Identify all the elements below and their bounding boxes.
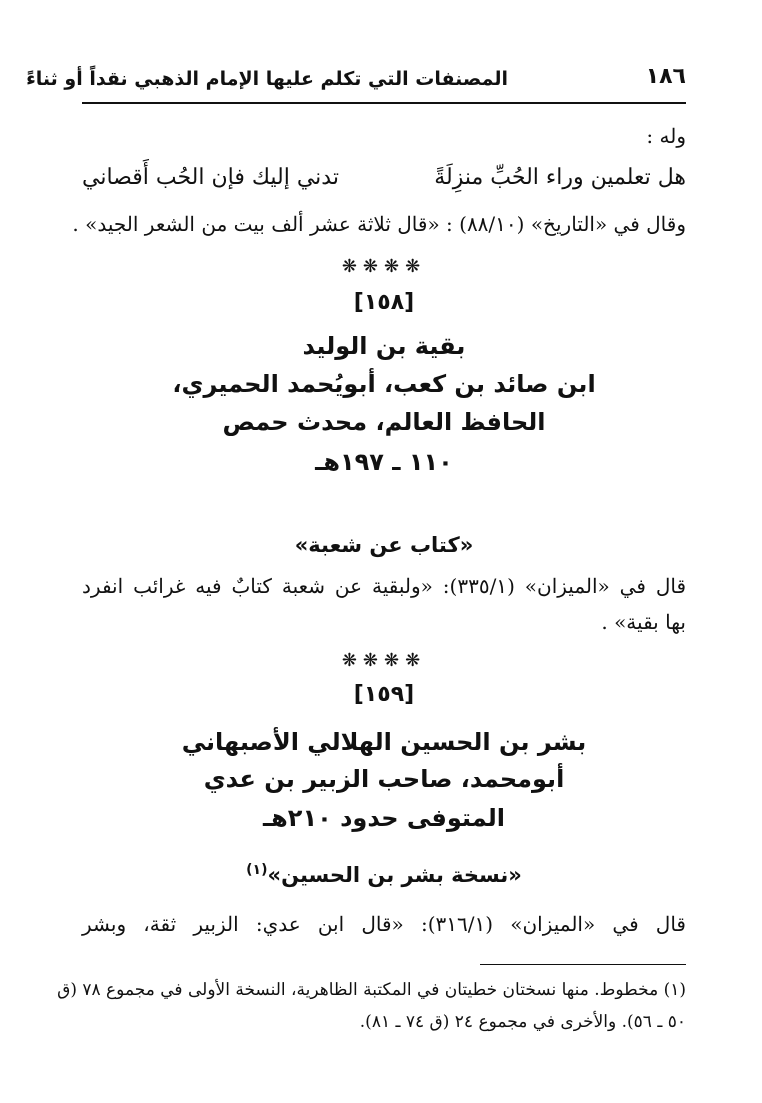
entry-158-name: بقية بن الوليد (302, 332, 466, 360)
entry-159-kunya: أبومحمد، صاحب الزبير بن عدي (203, 765, 565, 793)
poem-verse (82, 165, 686, 201)
poem-second-hemistich: تدني إليك فإن الحُب أَقصاني (82, 165, 339, 190)
entry-158-number: [١٥٨] (353, 290, 415, 315)
entry-159-book-title-line (82, 862, 686, 887)
entry-158-quote-line-1: قال في «الميزان» (٣٣٥/١): «ولبقية عن شعبة كتابٌ فيه غرائب انفرد (82, 574, 686, 598)
entry-158-book-title: «كتاب عن شعبة» (294, 533, 474, 557)
entry-159-name: بشر بن الحسين الهلالي الأصبهاني (181, 728, 587, 756)
entry-158-description: الحافظ العالم، محدث حمص (222, 408, 546, 436)
section-separator-2: ❋❋❋❋ (341, 650, 427, 671)
entry-158-lineage: ابن صائد بن كعب، أبويُحمد الحميري، (172, 370, 596, 398)
entry-159-number: [١٥٩] (353, 682, 415, 707)
footnote-marker[interactable]: (١) (246, 862, 268, 878)
page-header (26, 62, 686, 104)
entry-158-quote-line-2: بها بقية» . (601, 610, 686, 634)
running-title: المصنفات التي تكلم عليها الإمام الذهبي نقداً أو ثناءً (26, 68, 508, 90)
entry-159-book-title: «نسخة بشر بن الحسين» (267, 863, 522, 887)
wa-lahu-label: وله : (646, 124, 686, 148)
poem-first-hemistich: هل تعلمين وراء الحُبِّ منزِلَةً (434, 165, 686, 190)
entry-159-quote-line-1: قال في «الميزان» (٣١٦/١): «قال ابن عدي: الزبير ثقة، وبشر (82, 912, 686, 936)
tarikh-quote: وقال في «التاريخ» (٨٨/١٠) : «قال ثلاثة عشر ألف بيت من الشعر الجيد» . (72, 212, 686, 236)
entry-159-death: المتوفى حدود ٢١٠هـ (262, 804, 506, 832)
footnote-line-1: (١) مخطوط. منها نسختان خطيتان في المكتبة الظاهرية، النسخة الأولى في مجموع ٧٨ (ق (57, 980, 686, 1000)
footnote-divider (480, 964, 686, 965)
entry-158-dates: ١١٠ ـ ١٩٧هـ (315, 448, 453, 476)
footnote-line-2: ٥٠ ـ ٥٦). والأخرى في مجموع ٢٤ (ق ٧٤ ـ ٨١). (359, 1012, 686, 1032)
section-separator: ❋❋❋❋ (341, 256, 427, 277)
page-number: ١٨٦ (645, 64, 686, 89)
